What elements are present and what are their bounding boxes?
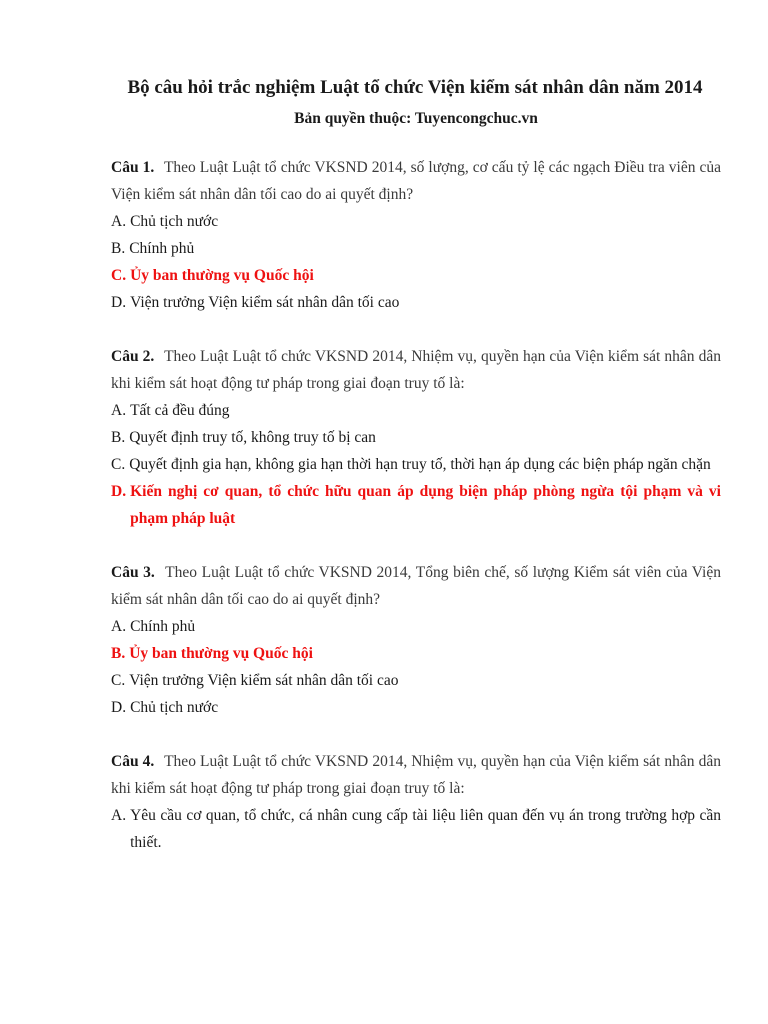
- option-text: Chủ tịch nước: [130, 213, 219, 230]
- answer-option: [111, 235, 721, 262]
- question-block: [111, 154, 721, 316]
- option-text: Quyết định gia hạn, không gia hạn thời hạn truy tố, thời hạn áp dụng các biện pháp ngăn chặn: [129, 456, 711, 473]
- option-letter: D.: [111, 699, 127, 716]
- option-letter: B.: [111, 429, 126, 446]
- answer-option: [111, 289, 721, 316]
- option-letter: D.: [111, 294, 127, 311]
- question-block: [111, 343, 721, 532]
- option-letter: A.: [111, 807, 127, 824]
- option-letter: A.: [111, 402, 127, 419]
- question-list: [111, 154, 721, 856]
- question-text: [111, 748, 721, 802]
- answer-option: [111, 397, 721, 424]
- option-letter: D.: [111, 483, 127, 500]
- answer-option-correct: [111, 640, 721, 667]
- answer-option: [111, 613, 721, 640]
- answer-option-correct: [111, 478, 721, 532]
- answer-option-correct: [111, 262, 721, 289]
- option-letter: A.: [111, 213, 127, 230]
- question-number: Câu 2.: [111, 348, 155, 365]
- question-text: [111, 343, 721, 397]
- option-text: Quyết định truy tố, không truy tố bị can: [129, 429, 376, 446]
- option-text: Chính phủ: [130, 618, 196, 635]
- option-text: Tất cả đều đúng: [130, 402, 230, 419]
- option-text: Viện trưởng Viện kiểm sát nhân dân tối cao: [129, 672, 399, 689]
- answer-option: [111, 667, 721, 694]
- copyright-line: Bản quyền thuộc: Tuyencongchuc.vn: [294, 110, 538, 127]
- question-number: Câu 3.: [111, 564, 155, 581]
- question-stem: Theo Luật Luật tổ chức VKSND 2014, Nhiệm vụ, quyền hạn của Viện kiểm sát nhân dân khi kiểm sát hoạt động tư pháp trong giai đoạn truy tố là:: [111, 753, 721, 797]
- option-text: Yêu cầu cơ quan, tổ chức, cá nhân cung cấp tài liệu liên quan đến vụ án trong trường hợp cần thiết.: [130, 807, 721, 851]
- question-number: Câu 1.: [111, 159, 155, 176]
- answer-option: [111, 208, 721, 235]
- question-stem: Theo Luật Luật tổ chức VKSND 2014, Tổng biên chế, số lượng Kiểm sát viên của Viện kiểm sát nhân dân tối cao do ai quyết định?: [111, 564, 721, 608]
- option-letter: C.: [111, 267, 127, 284]
- option-letter: C.: [111, 672, 126, 689]
- question-stem: Theo Luật Luật tổ chức VKSND 2014, số lượng, cơ cấu tỷ lệ các ngạch Điều tra viên của Viện kiểm sát nhân dân tối cao do ai quyết định?: [111, 159, 721, 203]
- option-text: Ủy ban thường vụ Quốc hội: [129, 645, 313, 662]
- option-text: Ủy ban thường vụ Quốc hội: [130, 267, 314, 284]
- question-block: [111, 559, 721, 721]
- option-letter: C.: [111, 456, 126, 473]
- option-letter: A.: [111, 618, 127, 635]
- question-stem: Theo Luật Luật tổ chức VKSND 2014, Nhiệm vụ, quyền hạn của Viện kiểm sát nhân dân khi kiểm sát hoạt động tư pháp trong giai đoạn truy tố là:: [111, 348, 721, 392]
- answer-option: [111, 424, 721, 451]
- question-number: Câu 4.: [111, 753, 155, 770]
- option-letter: B.: [111, 240, 126, 257]
- question-block: [111, 748, 721, 856]
- document-title: Bộ câu hỏi trắc nghiệm Luật tổ chức Viện kiểm sát nhân dân năm 2014: [127, 77, 703, 98]
- question-text: [111, 559, 721, 613]
- option-text: Chủ tịch nước: [130, 699, 219, 716]
- question-text: [111, 154, 721, 208]
- option-letter: B.: [111, 645, 126, 662]
- answer-option: [111, 451, 721, 478]
- answer-option: [111, 694, 721, 721]
- option-text: Kiến nghị cơ quan, tổ chức hữu quan áp dụng biện pháp phòng ngừa tội phạm và vi phạm pháp luật: [130, 483, 721, 527]
- answer-option: [111, 802, 721, 856]
- option-text: Viện trưởng Viện kiểm sát nhân dân tối cao: [130, 294, 400, 311]
- option-text: Chính phủ: [129, 240, 195, 257]
